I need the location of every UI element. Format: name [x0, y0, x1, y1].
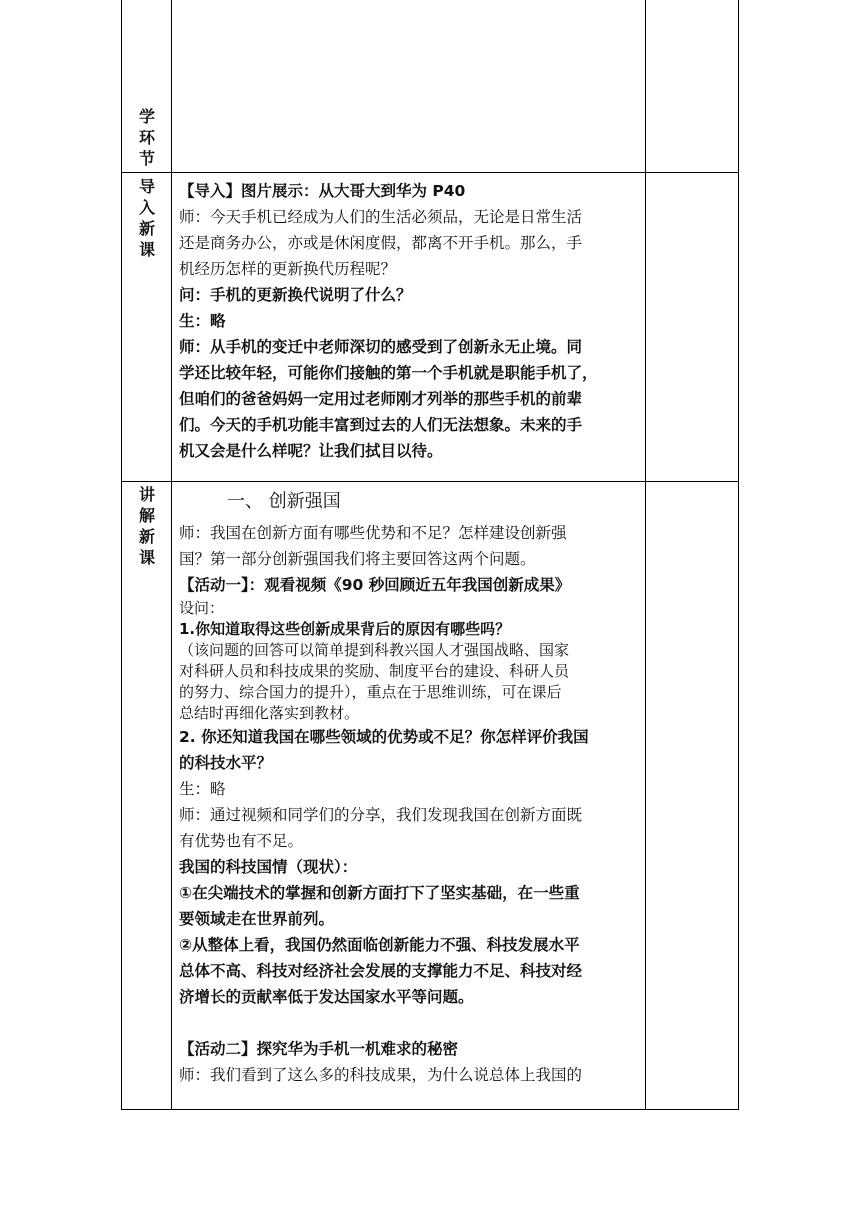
intro-paragraph-line: 还是商务办公，亦或是休闲度假，都离不开手机。那么，手: [179, 234, 583, 252]
intro-paragraph-line: 师：从手机的变迁中老师深切的感受到了创新永无止境。同: [179, 338, 583, 356]
intro-label: [122, 176, 172, 260]
section-heading: 一、 创新强国: [227, 491, 341, 512]
table-divider-content: [645, 0, 646, 1110]
label-char: 导: [138, 177, 155, 196]
label-char: 学: [138, 107, 155, 126]
lecture-line: 师：我们看到了这么多的科技成果，为什么说总体上我国的: [179, 1066, 583, 1084]
row-divider-2: [121, 481, 739, 482]
intro-paragraph-line: 们。今天的手机功能丰富到过去的人们无法想象。未来的手: [179, 416, 583, 434]
intro-paragraph-line: 学还比较年轻，可能你们接触的第一个手机就是职能手机了，: [179, 364, 598, 382]
status-point-1-cont: 要领域走在世界前列。: [179, 910, 335, 928]
status-point-1: ①在尖端技术的掌握和创新方面打下了坚实基础，在一些重: [179, 884, 580, 902]
row-divider-1: [121, 172, 739, 173]
intro-heading: 【导入】图片展示：从大哥大到华为 P40: [179, 182, 466, 200]
intro-paragraph-line: 机又会是什么样呢？让我们拭目以待。: [179, 442, 443, 460]
lecture-line: 师：我国在创新方面有哪些优势和不足？怎样建设创新强: [179, 524, 567, 542]
label-char: 解: [138, 506, 155, 525]
label-char: 新: [138, 527, 155, 546]
label-char: 讲: [138, 485, 155, 504]
table-border-right: [738, 0, 739, 1110]
lecture-line: （该问题的回答可以简单提到科教兴国人才强国战略、国家: [179, 641, 570, 659]
label-char: 环: [138, 128, 155, 147]
label-char: 课: [138, 548, 155, 567]
question-one: 1.你知道取得这些创新成果背后的原因有哪些吗？: [179, 620, 511, 638]
intro-student-answer: 生：略: [179, 312, 226, 330]
intro-content: [179, 178, 639, 464]
lecture-content: [179, 488, 639, 1088]
lecture-line: 设问：: [179, 599, 225, 617]
lecture-line: 国？第一部分创新强国我们将主要回答这两个问题。: [179, 550, 536, 568]
status-point-2-cont: 总体不高、科技对经济社会发展的支撑能力不足、科技对经: [179, 962, 583, 980]
intro-paragraph-line: 但咱们的爸爸妈妈一定用过老师刚才列举的那些手机的前辈: [179, 390, 583, 408]
question-two: 2. 你还知道我国在哪些领域的优势或不足？你怎样评价我国: [179, 728, 589, 746]
status-point-2-cont: 济增长的贡献率低于发达国家水平等问题。: [179, 988, 474, 1006]
label-char: 新: [138, 219, 155, 238]
status-point-2: ②从整体上看，我国仍然面临创新能力不强、科技发展水平: [179, 936, 580, 954]
student-answer: 生：略: [179, 780, 226, 798]
label-char: 课: [138, 240, 155, 259]
label-char: 节: [138, 149, 155, 168]
intro-question: 问：手机的更新换代说明了什么？: [179, 286, 412, 304]
intro-paragraph-line: 机经历怎样的更新换代历程呢？: [179, 260, 397, 278]
status-heading: 我国的科技国情（现状）：: [179, 858, 358, 876]
lecture-line: 师：通过视频和同学们的分享，我们发现我国在创新方面既: [179, 806, 583, 824]
lecture-line: 的努力、综合国力的提升），重点在于思维训练，可在课后: [179, 683, 562, 701]
lecture-label: [122, 484, 172, 568]
lecture-line: 对科研人员和科技成果的奖励、制度平台的建设、科研人员: [179, 662, 570, 680]
section-label-top: [122, 106, 172, 169]
spacer: [179, 1010, 639, 1036]
label-char: 入: [138, 198, 155, 217]
intro-paragraph-line: 师：今天手机已经成为人们的生活必须品，无论是日常生活: [179, 208, 583, 226]
question-two-cont: 的科技水平？: [179, 754, 273, 772]
table-border-bottom: [121, 1109, 739, 1110]
activity-two-title: 【活动二】探究华为手机一机难求的秘密: [179, 1040, 459, 1058]
lecture-line: 总结时再细化落实到教材。: [179, 704, 360, 722]
lecture-line: 有优势也有不足。: [179, 832, 304, 850]
activity-one-title: 【活动一】：观看视频《90 秒回顾近五年我国创新成果》: [179, 576, 571, 594]
